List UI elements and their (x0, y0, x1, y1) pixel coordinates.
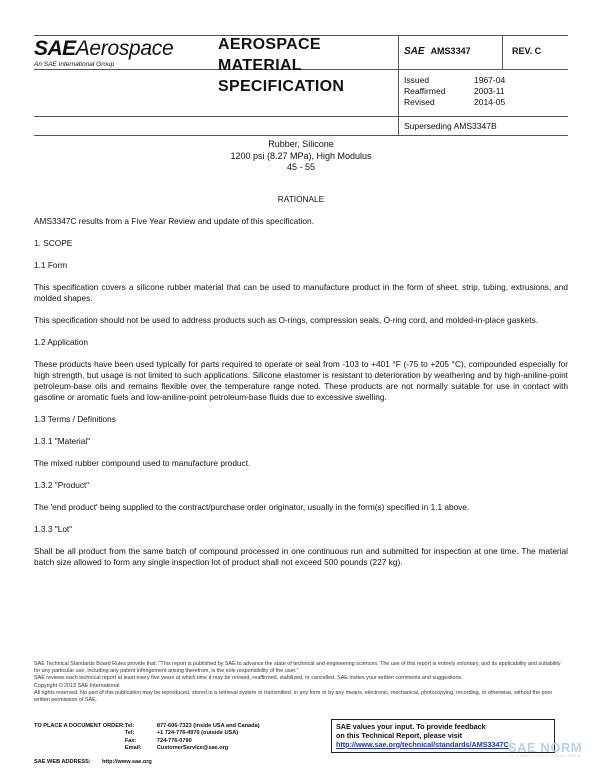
date-value: 2014-05 (474, 97, 506, 107)
terms-heading: 1.3 Terms / Definitions (34, 414, 116, 424)
feedback-link[interactable]: http://www.sae.org/technical/standards/AMS3347C (336, 739, 509, 749)
rationale-heading: RATIONALE (277, 194, 325, 204)
feedback-line-1: SAE values your input. To provide feedback (336, 722, 486, 731)
spec-title (218, 34, 344, 97)
subject-line-2: 1200 psi (8.27 MPa), High Modulus (230, 150, 372, 161)
contact-row (34, 745, 260, 752)
document-number (404, 46, 471, 57)
contact-key: Fax: (124, 737, 137, 744)
contact-value: +1 724-776-4970 (outside USA) (156, 730, 239, 737)
header-rev-divider (502, 35, 503, 69)
web-address-link[interactable]: http://www.sae.org (102, 759, 152, 765)
contact-key: Email: (124, 745, 142, 752)
title-line-3: SPECIFICATION (218, 78, 345, 95)
date-table (404, 75, 505, 108)
application-heading: 1.2 Application (34, 337, 88, 347)
watermark-subtext: INTERNATIONAL STANDARDS (508, 754, 581, 758)
form-paragraph: This specification covers a silicone rubber material that can be used to manufacture product in the form of sheet, strip, tubing, extrusions, and molded shapes. (34, 282, 568, 303)
header-bottom-rule (34, 135, 568, 136)
contact-row (34, 738, 260, 745)
web-address-label: SAE WEB ADDRESS: (34, 759, 91, 765)
order-label: TO PLACE A DOCUMENT ORDER: (34, 723, 125, 729)
contact-value: 724-776-0790 (156, 737, 192, 744)
sae-aerospace-logo (34, 38, 204, 68)
contact-email[interactable]: CustomerService@sae.org (156, 745, 229, 752)
contact-key: Tel: (124, 730, 135, 737)
contact-row (34, 730, 260, 737)
sae-web-address (34, 759, 152, 765)
lot-paragraph: Shall be all product from the same batch of compound processed in one continuous run and submitted for inspection at one time. The material batch size allowed to form any single inspection lot of product shall not exceed 500 pounds (227 kg). (34, 546, 568, 567)
date-row-reaffirmed (404, 86, 505, 97)
header-supersede-rule (34, 116, 568, 117)
document-body (34, 194, 568, 568)
sae-mark: SAE (404, 46, 425, 57)
contact-row (34, 723, 260, 730)
doc-number-text: AMS3347 (430, 46, 471, 56)
subject-line-1: Rubber, Silicone (268, 139, 334, 149)
fine-print-review: SAE reviews each technical report at least every five years at which time it may be revised, reaffirmed, stabilized, or cancelled. SAE invites your written comments and suggestions. (34, 675, 463, 682)
header-divider (398, 35, 399, 135)
lot-heading: 1.3.3 "Lot" (34, 524, 73, 534)
fine-print-copyright: Copyright © 2013 SAE International (34, 682, 120, 689)
sae-norm-watermark (508, 740, 582, 758)
date-value: 2003-11 (474, 86, 505, 96)
subject-line-3: 45 - 55 (286, 162, 316, 172)
rationale-text: AMS3347C results from a Five Year Review and update of this specification. (34, 216, 314, 226)
date-row-issued (404, 75, 505, 86)
date-label: Issued (404, 75, 430, 85)
logo-sae-text: SAE (34, 37, 76, 60)
superseding-note: Superseding AMS3347B (404, 121, 497, 131)
feedback-line-2: on this Technical Report, please visit (336, 730, 463, 740)
date-label: Revised (404, 97, 435, 107)
material-paragraph: The mixed rubber compound used to manufacture product. (34, 458, 251, 468)
title-line-1: AEROSPACE (218, 36, 321, 53)
contact-value: 877-606-7323 (inside USA and Canada) (156, 723, 260, 729)
form-heading: 1.1 Form (34, 260, 68, 270)
fine-print-rights: All rights reserved. No part of this publication may be reproduced, stored in a retrieval system or transmitted, in any form or by any means, electronic, mechanical, photocopying, recording, or otherwise, without the prior written permission of SAE. (34, 689, 553, 704)
order-contact-block (34, 723, 260, 753)
scope-heading: 1. SCOPE (34, 238, 73, 248)
date-row-revised (404, 97, 505, 108)
form-paragraph-2: This specification should not be used to address products such as O-rings, compression seals, O-ring cord, and molded-in-place gaskets. (34, 315, 539, 325)
date-label: Reaffirmed (404, 86, 446, 96)
product-heading: 1.3.2 "Product" (34, 480, 90, 490)
document-subject (34, 139, 568, 174)
watermark-text: SAE NORM (508, 740, 583, 755)
revision-label: REV. C (512, 46, 542, 56)
date-value: 1967-04 (474, 75, 506, 85)
logo-tagline: An SAE International Group (34, 61, 115, 68)
legal-fine-print (34, 661, 568, 704)
application-paragraph: These products have been used typically for parts required to operate or seal from -103 to +401 °F (-75 to +205 °C), compounded especially for high strength, but usage is not limited to such applications. Silicone elastomer is resistant to deterioration by weathering and by high-aniline-point petroleum-base oils and remains flexible over the temperature range noted. These products are not normally suitable for use in contact with gasoline or aromatic fuels and low-aniline-point petroleum-base fluids due to excessive swelling. (34, 359, 568, 402)
logo-aerospace-text: Aerospace (75, 37, 174, 60)
contact-key: Tel: (124, 723, 135, 729)
product-paragraph: The 'end product' being supplied to the contract/purchase order originator, usually in the form(s) specified in 1.1 above. (34, 502, 470, 512)
material-heading: 1.3.1 "Material" (34, 436, 91, 446)
title-line-2: MATERIAL (218, 57, 302, 74)
fine-print-rules: SAE Technical Standards Board Rules provide that: "This report is published by SAE to advance the state of technical and engineering sciences. The use of this report is entirely voluntary, and its applicability and suitability for any particular use, including any patent infringement arising therefrom, is the sole responsibility of the user." (34, 661, 561, 675)
